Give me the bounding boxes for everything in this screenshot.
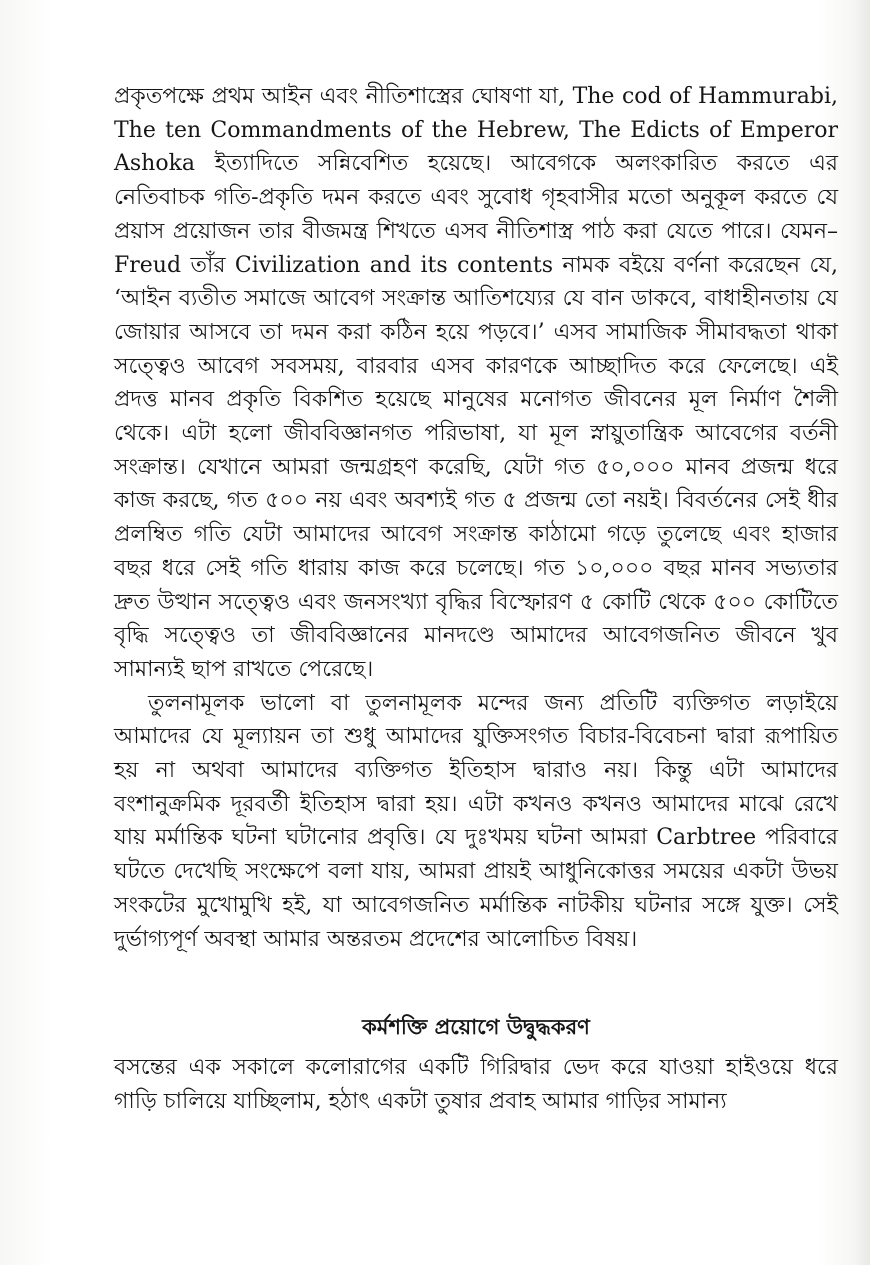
- section-heading: কর্মশক্তি প্রয়োগে উদ্বুদ্ধকরণ: [362, 1014, 590, 1040]
- section-paragraph: বসন্তের এক সকালে কলোরাগের একটি গিরিদ্বার ভেদ করে যাওয়া হাইওয়ে ধরে গাড়ি চালিয়ে যাচ্ছিলাম, হঠাৎ একটা তুষার প্রবাহ আমার গাড়ির সামান্য: [114, 1055, 838, 1114]
- paragraph-2: তুলনামূলক ভালো বা তুলনামূলক মন্দের জন্য প্রতিটি ব্যক্তিগত লড়াইয়ে আমাদের যে মূল্যায়ন তা শুধু আমাদের যুক্তিসংগত বিচার-বিবেচনা দ্বারা রূপায়িত হয় না অথবা আমাদের ব্যক্তিগত ইতিহাস দ্বারাও নয়। কিন্তু এটা আমাদের বংশানুক্রমিক দূরবর্তী ইতিহাস দ্বারা হয়। এটা কখনও কখনও আমাদের মাঝে রেখে যায় মর্মান্তিক ঘটনা ঘটানোর প্রবৃত্তি। যে দুঃখময় ঘটনা আমরা Carbtree পরিবারে ঘটতে দেখেছি সংক্ষেপে বলা যায়, আমরা প্রায়ই আধুনিকোত্তর সময়ের একটা উভয় সংকটের মুখোমুখি হই, যা আবেগজনিত মর্মান্তিক নাটকীয় ঘটনার সঙ্গে যুক্ত। সেই দুর্ভাগ্যপূর্ণ অবস্থা আমার অন্তরতম প্রদেশের আলোচিত বিষয়।: [114, 690, 838, 952]
- page-edge-shadow: [854, 0, 870, 1265]
- page-content: [114, 80, 838, 1119]
- paragraph-1: প্রকৃতপক্ষে প্রথম আইন এবং নীতিশাস্ত্রের ঘোষণা যা, The cod of Hammurabi, The ten Commandments of the Hebrew, The Edicts of Emperor Ashoka ইত্যাদিতে সন্নিবেশিত হয়েছে। আবেগকে অলংকারিত করতে এর নেতিবাচক গতি-প্রকৃতি দমন করতে এবং সুবোধ গৃহবাসীর মতো অনুকূল করতে যে প্রয়াস প্রয়োজন তার বীজমন্ত্র শিখতে এসব নীতিশাস্ত্র পাঠ করা যেতে পারে। যেমন– Freud তাঁর Civilization and its contents নামক বইয়ে বর্ণনা করেছেন যে, ‘আইন ব্যতীত সমাজে আবেগ সংক্রান্ত আতিশয্যের যে বান ডাকবে, বাধাহীনতায় যে জোয়ার আসবে তা দমন করা কঠিন হয়ে পড়বে।’ এসব সামাজিক সীমাবদ্ধতা থাকা সত্ত্বেও আবেগ সবসময়, বারবার এসব কারণকে আচ্ছাদিত করে ফেলেছে। এই প্রদত্ত মানব প্রকৃতি বিকশিত হয়েছে মানুষের মনোগত জীবনের মূল নির্মাণ শৈলী থেকে। এটা হলো জীববিজ্ঞানগত পরিভাষা, যা মূল স্নায়ুতান্ত্রিক আবেগের বর্তনী সংক্রান্ত। যেখানে আমরা জন্মগ্রহণ করেছি, যেটা গত ৫০,০০০ মানব প্রজন্ম ধরে কাজ করছে, গত ৫০০ নয় এবং অবশ্যই গত ৫ প্রজন্ম তো নয়ই। বিবর্তনের সেই ধীর প্রলম্বিত গতি যেটা আমাদের আবেগ সংক্রান্ত কাঠামো গড়ে তুলেছে এবং হাজার বছর ধরে সেই গতি ধারায় কাজ করে চলেছে। গত ১০,০০০ বছর মানব সভ্যতার দ্রুত উত্থান সত্ত্বেও এবং জনসংখ্যা বৃদ্ধির বিস্ফোরণ ৫ কোটি থেকে ৫০০ কোটিতে বৃদ্ধি সত্ত্বেও তা জীববিজ্ঞানের মানদণ্ডে আমাদের আবেগজনিত জীবনে খুব সামান্যই ছাপ রাখতে পেরেছে।: [114, 84, 838, 682]
